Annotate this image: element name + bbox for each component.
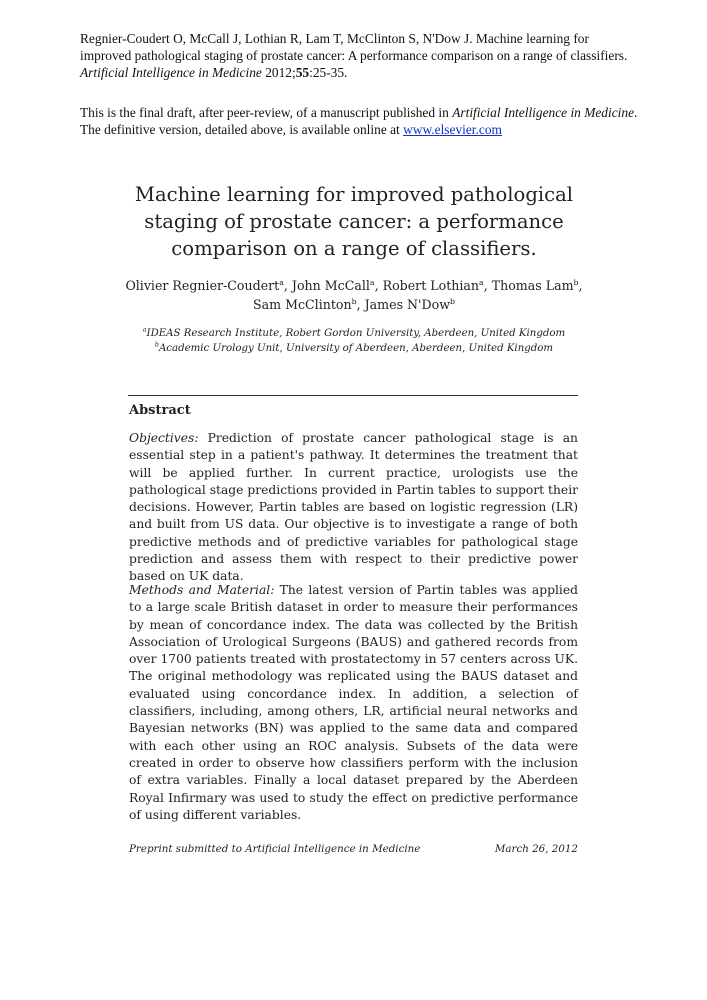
affiliation-list	[100, 326, 608, 356]
affiliation-b: $^b$Academic Urology Unit, University of Aberdeen, Aberdeen, United Kingdom	[154, 341, 554, 354]
author-3: Robert Lothian$^a$,	[382, 277, 492, 293]
publication-notice	[80, 104, 640, 138]
abstract-divider	[128, 395, 578, 396]
abstract-objectives	[129, 430, 578, 586]
footer-date: March 26, 2012	[494, 843, 578, 855]
abstract-heading: Abstract	[129, 403, 191, 418]
author-1: Olivier Regnier-Coudert$^a$,	[125, 277, 292, 293]
author-list	[100, 276, 608, 314]
author-6: James N'Dow$^b$	[364, 296, 455, 312]
citation-volume: 55	[295, 65, 310, 80]
author-2: John McCall$^a$,	[291, 277, 383, 293]
citation-header	[80, 30, 640, 81]
citation-title: Machine learning for improved pathological staging of prostate cancer: A performance comparison on a range of classifiers.	[80, 31, 628, 63]
footer-preprint-note: Preprint submitted to Artificial Intelligence in Medicine	[129, 843, 421, 855]
citation-authors: Regnier-Coudert O, McCall J, Lothian R, Lam T, McClinton S, N'Dow J.	[80, 31, 473, 46]
page-footer	[129, 843, 578, 855]
methods-text: The latest version of Partin tables was applied to a large scale British dataset in order to measure their performances by mean of concordance index. The data was collected by the British Association of Urological Surgeons (BAUS) and gathered records from over 1700 patients treated with prostatectomy in 57 centers across UK. The original methodology was replicated using the BAUS dataset and evaluated using concordance index. In addition, a selection of classifiers, including, among others, LR, artificial neural networks and Bayesian networks (BN) was applied to the same data and compared with each other using an ROC analysis. Subsets of the data were created in order to observe how classifiers perform with the inclusion of extra variables. Finally a local dataset prepared by the Aberdeen Royal Infirmary was used to study the effect on predictive performance of using different variables.	[129, 583, 578, 822]
paper-title: Machine learning for improved pathological staging of prostate cancer: a performance comparison on a range of classifiers.	[134, 183, 574, 260]
notice-journal: Artificial Intelligence in Medicine	[452, 105, 635, 120]
notice-line1-prefix: This is the final draft, after peer-review, of a manuscript published in	[80, 105, 449, 120]
citation-year: 2012;	[265, 65, 296, 80]
author-4: Thomas Lam$^b$,	[491, 277, 583, 293]
author-5: Sam McClinton$^b$,	[253, 296, 365, 312]
elsevier-link[interactable]: www.elsevier.com	[403, 122, 502, 137]
citation-pages: :25-35.	[309, 65, 348, 80]
notice-line1-suffix: .	[634, 105, 638, 120]
affiliation-a: $^a$IDEAS Research Institute, Robert Gordon University, Aberdeen, United Kingdom	[142, 326, 566, 339]
objectives-label: Objectives:	[129, 431, 199, 445]
methods-label: Methods and Material:	[129, 583, 275, 597]
notice-line2-prefix: The definitive version, detailed above, is available online at	[80, 122, 400, 137]
abstract-methods	[129, 582, 578, 824]
objectives-text: Prediction of prostate cancer pathological stage is an essential step in a patient's pathway. It determines the treatment that will be applied further. In current practice, urologists use the pathological stage predictions provided in Partin tables to support their decisions. However, Partin tables are based on logistic regression (LR) and built from US data. Our objective is to investigate a range of both predictive methods and of predictive variables for pathological stage prediction and assess them with respect to their predictive power based on UK data.	[129, 431, 578, 584]
citation-journal: Artificial Intelligence in Medicine	[80, 65, 262, 80]
